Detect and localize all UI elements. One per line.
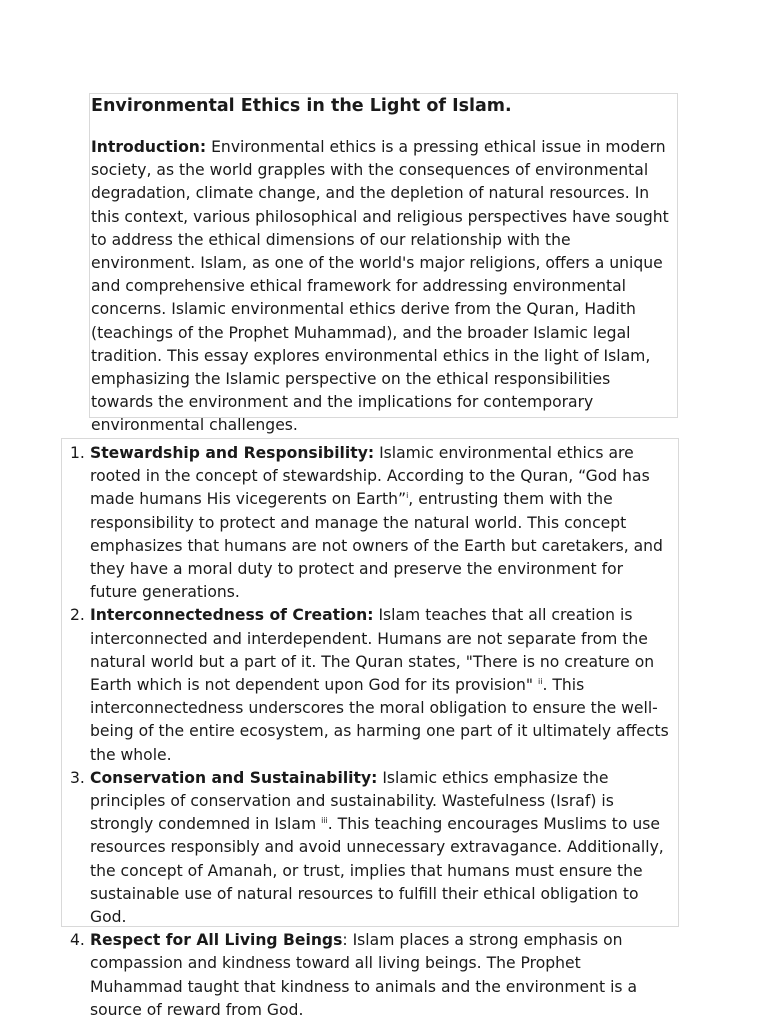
list-item-number: 2. <box>70 606 85 625</box>
list-item-text-continued: . This teaching encourages Muslims to use resources responsibly and avoid unnecessary extravagance. Additionally, the concept of Amanah, or trust, implies that humans must ensure the sustainable use of natural resources to fulfill their ethical obligation to God. <box>90 815 664 927</box>
introduction-paragraph <box>91 136 675 438</box>
list-item-text: Islam teaches that all creation is interconnected and interdependent. Humans are not separate from the natural world but a part of it. The Quran states, "There is no creature on Earth which is not dependent upon God for its provision" <box>90 606 655 695</box>
footnote-marker: i <box>406 491 409 501</box>
list-item-text: : Islam places a strong emphasis on compassion and kindness toward all living beings. The Prophet Muhammad taught that kindness to animals and the environment is a source of reward from God. <box>90 931 638 1019</box>
document-title: Environmental Ethics in the Light of Islam. <box>91 96 512 116</box>
principles-list <box>61 438 679 1019</box>
list-item-body <box>90 442 678 604</box>
list-item-heading: Stewardship and Responsibility: <box>90 444 375 462</box>
list-item-number: 1. <box>70 444 85 462</box>
list-item-heading: Respect for All Living Beings <box>90 931 343 950</box>
list-item-number: 4. <box>70 931 85 950</box>
list-item-text: Islamic ethics emphasize the principles of conservation and sustainability. Wastefulness (Israf) is strongly condemned in Islam <box>90 768 614 834</box>
list-item <box>62 929 678 1022</box>
list-item-number: 3. <box>70 768 85 787</box>
list-item <box>62 767 678 929</box>
list-item-heading: Interconnectedness of Creation: <box>90 606 374 625</box>
list-item <box>62 604 678 766</box>
introduction-heading: Introduction: <box>91 138 207 156</box>
introduction-section <box>89 93 678 435</box>
list-item-text-continued: , entrusting them with the responsibility to protect and manage the natural world. This concept emphasizes that humans are not owners of the Earth but caretakers, and they have a moral duty to protect and preserve the environment for future generations. <box>90 490 663 602</box>
footnote-marker: ii <box>538 676 543 686</box>
list-item-body <box>90 929 678 1022</box>
list-item <box>62 442 678 604</box>
footnote-marker: iii <box>321 816 328 826</box>
list-item-body <box>90 604 678 766</box>
introduction-text: Environmental ethics is a pressing ethical issue in modern society, as the world grapples with the consequences of environmental degradation, climate change, and the depletion of natural resources. In this context, various philosophical and religious perspectives have sought to address the ethical dimensions of our relationship with the environment. Islam, as one of the world's major religions, offers a unique and comprehensive ethical framework for addressing environmental concerns. Islamic environmental ethics derive from the Quran, Hadith (teachings of the Prophet Muhammad), and the broader Islamic legal tradition. This essay explores environmental ethics in the light of Islam, emphasizing the Islamic perspective on the ethical responsibilities towards the environment and the implications for contemporary environmental challenges. <box>91 138 669 435</box>
list-item-text: Islamic environmental ethics are rooted in the concept of stewardship. According to the Quran, “God has made humans His vicegerents on Earth” <box>90 444 650 509</box>
list-item-body <box>90 767 678 929</box>
list-item-text-continued: . This interconnectedness underscores the moral obligation to ensure the well-being of the entire ecosystem, as harming one part of it ultimately affects the whole. <box>90 676 669 764</box>
list-item-heading: Conservation and Sustainability: <box>90 768 378 787</box>
